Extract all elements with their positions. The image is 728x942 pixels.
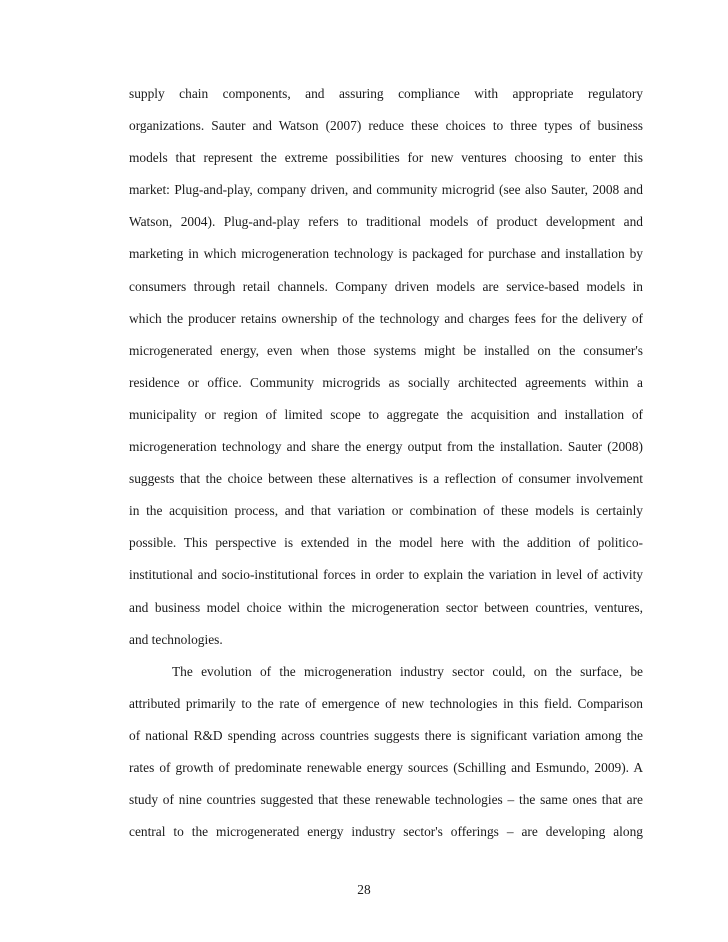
text-line: The evolution of the microgeneration industry sector could, on the surface, be xyxy=(172,663,643,679)
text-line: Watson, 2004). Plug-and-play refers to traditional models of product development and xyxy=(129,214,643,230)
text-line: marketing in which microgeneration technology is packaged for purchase and installation by xyxy=(129,246,643,262)
text-line: of national R&D spending across countries suggests there is significant variation among the xyxy=(129,727,643,743)
text-line: study of nine countries suggested that these renewable technologies – the same ones that are xyxy=(129,792,643,808)
text-line: supply chain components, and assuring compliance with appropriate regulatory xyxy=(129,86,643,101)
text-line: and business model choice within the microgeneration sector between countries, ventures, xyxy=(129,599,643,615)
text-line: models that represent the extreme possibilities for new ventures choosing to enter this xyxy=(129,150,643,166)
text-line: rates of growth of predominate renewable energy sources (Schilling and Esmundo, 2009). A xyxy=(129,759,643,775)
text-line: central to the microgenerated energy industry sector's offerings – are developing along xyxy=(129,824,643,840)
text-line: municipality or region of limited scope to aggregate the acquisition and installation of xyxy=(129,406,643,422)
text-line: and technologies. xyxy=(129,631,223,647)
text-line: which the producer retains ownership of the technology and charges fees for the delivery of xyxy=(129,310,643,326)
text-line: suggests that the choice between these alternatives is a reflection of consumer involvement xyxy=(129,471,643,487)
text-line: microgenerated energy, even when those systems might be installed on the consumer's xyxy=(129,342,643,358)
page-number: 28 xyxy=(357,882,371,897)
text-line: organizations. Sauter and Watson (2007) reduce these choices to three types of business xyxy=(129,118,643,134)
text-line: consumers through retail channels. Company driven models are service-based models in xyxy=(129,278,643,294)
text-line: institutional and socio-institutional forces in order to explain the variation in level of activity xyxy=(129,567,643,583)
text-line: in the acquisition process, and that variation or combination of these models is certainly xyxy=(129,503,643,519)
paragraph-2 xyxy=(129,662,643,855)
text-line: possible. This perspective is extended in the model here with the addition of politico- xyxy=(129,535,643,551)
text-line: residence or office. Community microgrids as socially architected agreements within a xyxy=(129,374,643,390)
paragraph-1 xyxy=(129,84,643,662)
body-text xyxy=(129,84,643,854)
text-line: attributed primarily to the rate of emergence of new technologies in this field. Comparison xyxy=(129,695,643,711)
text-line: market: Plug-and-play, company driven, and community microgrid (see also Sauter, 2008 and xyxy=(129,182,643,198)
text-line: microgeneration technology and share the energy output from the installation. Sauter (2008) xyxy=(129,439,643,455)
